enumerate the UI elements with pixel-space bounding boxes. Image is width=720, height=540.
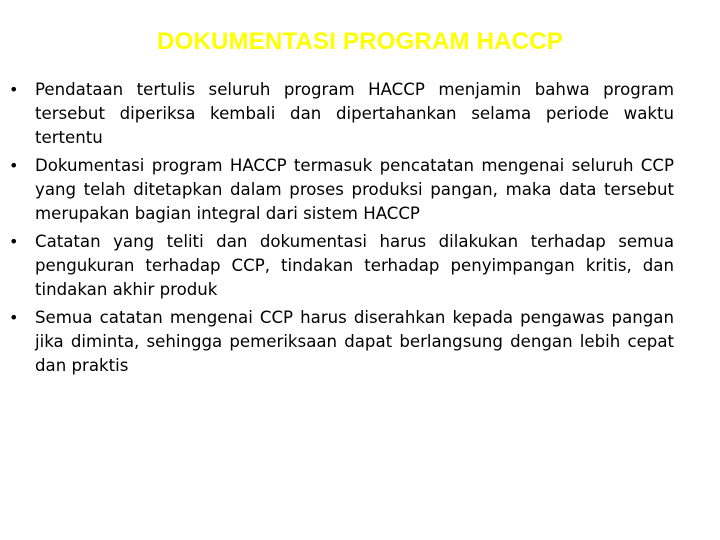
bullet-icon: • <box>9 80 19 99</box>
bullet-item <box>0 78 720 150</box>
bullet-icon: • <box>9 232 19 251</box>
bullet-list <box>0 78 720 382</box>
bullet-text: Pendataan tertulis seluruh program HACCP menjamin bahwa program tersebut diperiksa kembali dan dipertahankan selama periode waktu tertentu <box>35 80 674 147</box>
bullet-icon: • <box>9 156 19 175</box>
bullet-text: Dokumentasi program HACCP termasuk pencatatan mengenai seluruh CCP yang telah ditetapkan dalam proses produksi pangan, maka data tersebut merupakan bagian integral dari sistem HACCP <box>35 156 674 223</box>
bullet-text: Semua catatan mengenai CCP harus diserahkan kepada pengawas pangan jika diminta, sehingga pemeriksaan dapat berlangsung dengan lebih cepat dan praktis <box>35 308 674 375</box>
bullet-item <box>0 230 720 302</box>
bullet-text: Catatan yang teliti dan dokumentasi harus dilakukan terhadap semua pengukuran terhadap CCP, tindakan terhadap penyimpangan kritis, dan tindakan akhir produk <box>35 232 674 299</box>
bullet-icon: • <box>9 308 19 327</box>
bullet-item <box>0 154 720 226</box>
bullet-item <box>0 306 720 378</box>
slide-title: DOKUMENTASI PROGRAM HACCP <box>157 28 563 55</box>
